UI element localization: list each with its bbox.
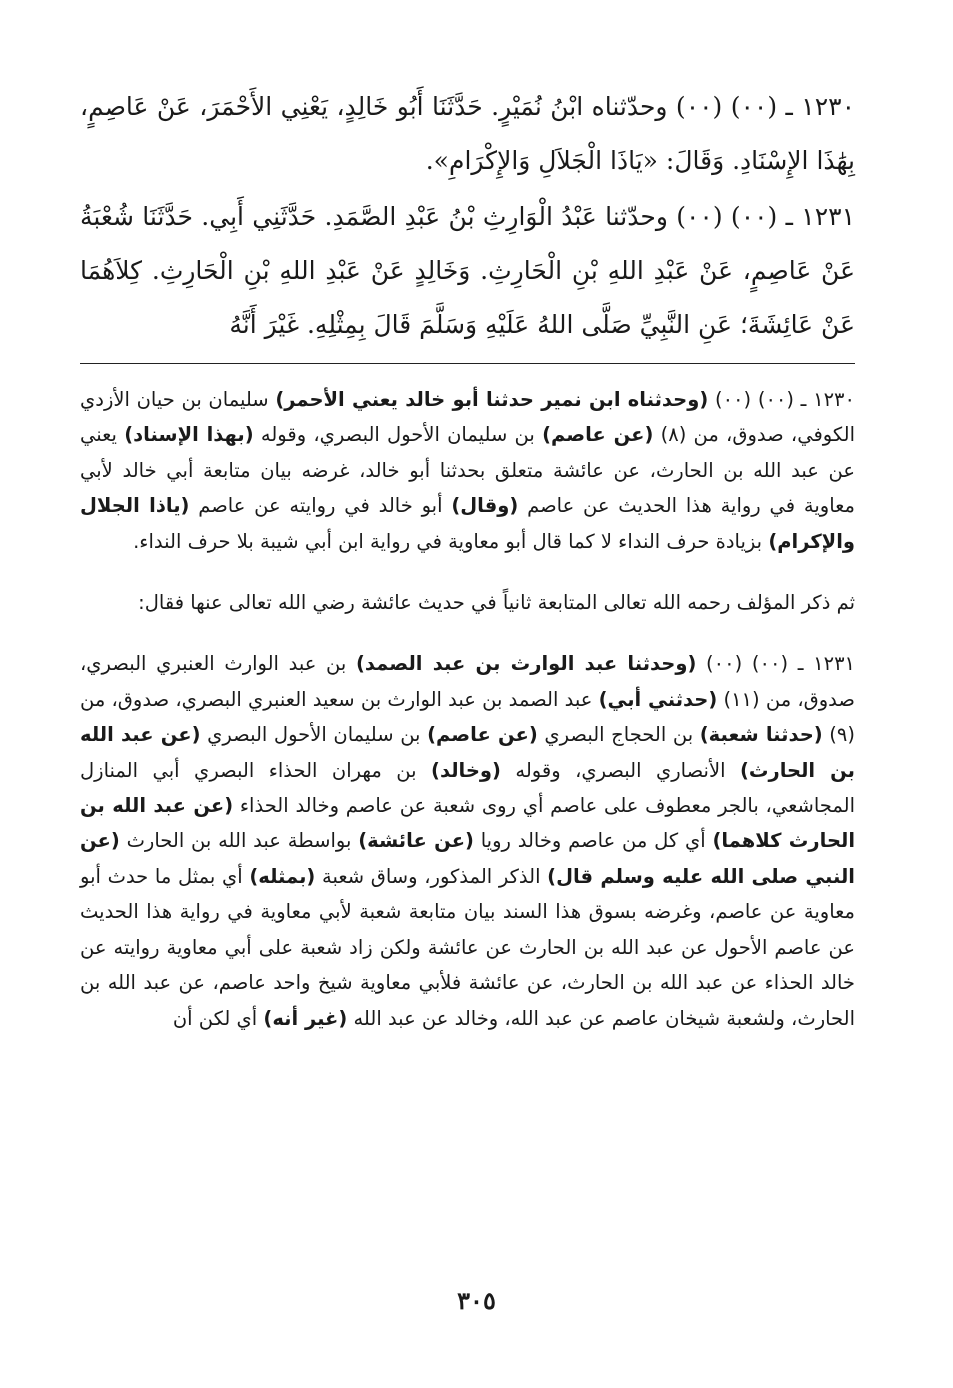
main-text-block	[80, 80, 855, 352]
bold-quoted-text: (غير أنه)	[263, 1006, 348, 1030]
commentary-paragraph-1230	[80, 382, 855, 559]
bold-quoted-text: (عن عاصم)	[542, 423, 654, 447]
commentary-text: أي لكن أن	[172, 1006, 264, 1030]
bold-quoted-text: (وقال)	[451, 494, 519, 518]
commentary-text: الأنصاري البصري، وقوله	[500, 758, 740, 782]
page-number: ٣٠٥	[457, 1286, 496, 1315]
bold-quoted-text: (عن النبي صلى الله عليه وسلم قال)	[80, 829, 855, 888]
bold-quoted-text: (حدثني أبي)	[598, 687, 718, 711]
commentary-text: عبد الصمد بن عبد الوارث بن سعيد العنبري البصري، صدوق، من (٩)	[80, 687, 855, 747]
hadith-1231: ١٢٣١ ـ (٠٠) (٠٠) وحدّثنا عَبْدُ الْوَارِثِ بْنُ عَبْدِ الصَّمَدِ. حَدَّثَنِي أَبِي. حَدَّثَنَا شُعْبَةُ عَنْ عَاصِمٍ، عَنْ عَبْدِ اللهِ بْنِ الْحَارِثِ. وَخَالِدٍ عَنْ عَبْدِ اللهِ بْنِ الْحَارِثِ. كِلاَهُمَا عَنْ عَائِشَةَ؛ عَنِ النَّبِيِّ صَلَّى اللهُ عَلَيْهِ وَسَلَّمَ قَالَ بِمِثْلِهِ. غَيْرَ أَنَّهُ	[80, 202, 855, 339]
bold-quoted-text: (عن عائشة)	[358, 829, 474, 853]
bold-quoted-text: (ياذا الجلال والإكرام)	[80, 494, 855, 553]
commentary-paragraph-1231	[80, 646, 855, 1035]
commentary-text: ثم ذكر المؤلف رحمه الله تعالى المتابعة ثانياً في حديث عائشة رضي الله تعالى عنها فقال:	[138, 591, 855, 615]
bold-quoted-text: (وحدثناه ابن نمير حدثنا أبو خالد يعني الأحمر)	[275, 388, 709, 411]
commentary-text: بواسطة عبد الله بن الحارث	[119, 829, 359, 853]
commentary-text: بن عبد الوارث العنبري البصري، صدوق، من (١١)	[80, 652, 855, 711]
bold-quoted-text: (وحدثنا عبد الوارث بن عبد الصمد)	[356, 652, 697, 676]
hadith-text	[80, 80, 855, 352]
commentary-text: الذكر المذكور، وساق شعبة	[315, 864, 548, 888]
commentary-text: ١٢٣٠ ـ (٠٠) (٠٠)	[708, 388, 855, 411]
bold-quoted-text: (بهذا الإسناد)	[124, 423, 254, 447]
bold-quoted-text: (عن عبد الله بن الحارث كلاهما)	[80, 794, 855, 853]
commentary-text: بن سليمان الأحول البصري، وقوله	[253, 423, 543, 447]
footnote-divider	[80, 363, 855, 364]
commentary-text: بن الحجاج البصري	[537, 723, 700, 747]
commentary-text: بزيادة حرف النداء لا كما قال أبو معاوية في رواية ابن أبي شيبة بلا حرف النداء.	[133, 529, 769, 553]
commentary-text: سليمان بن حيان الأزدي الكوفي، صدوق، من (٨)	[80, 388, 855, 447]
hadith-1230: ١٢٣٠ ـ (٠٠) (٠٠) وحدّثناه ابْنُ نُمَيْرٍ. حَدَّثَنَا أَبُو خَالِدٍ، يَعْنِي الأَحْمَرَ، عَنْ عَاصِمٍ، بِهَٰذَا الإِسْنَادِ. وَقَالَ: «يَاذَا الْجَلاَلِ وَالإِكْرَامِ».	[80, 92, 855, 175]
commentary-text: بن مهران الحذاء البصري أبي المنازل المجاشعي، بالجر معطوف على عاصم أي روى شعبة عن عاصم وخالد الحذاء	[80, 758, 855, 818]
bold-quoted-text: (وخالد)	[431, 758, 501, 782]
commentary-text: أبو خالد في روايته عن عاصم	[189, 494, 452, 518]
bold-quoted-text: (حدثنا شعبة)	[699, 723, 823, 747]
commentary-text: أي بمثل ما حدث أبو معاوية عن عاصم، وغرضه بسوق هذا السند بيان متابعة شعبة لأبي معاوية في رواية هذا الحديث عن عاصم الأحول عن عبد الله بن الحارث عن عائشة ولكن زاد شعبة على أبي معاوية روايته عن خالد الحذاء عن عبد الله بن الحارث، عن عائشة فلأبي معاوية شيخ واحد عاصم، عن عبد الله بن الحارث، ولشعبة شيخان عاصم عن عبد الله، وخالد عن عبد الله	[80, 864, 855, 1030]
commentary-text: أي كل من عاصم وخالد رويا	[473, 829, 713, 853]
commentary-text: بن سليمان الأحول البصري	[200, 723, 428, 747]
commentary-text: ١٢٣١ ـ (٠٠) (٠٠)	[696, 652, 856, 676]
bold-quoted-text: (عن عاصم)	[427, 723, 538, 747]
commentary-text: يعني عن عبد الله بن الحارث، عن عائشة متعلق بحدثنا أبو خالد، غرضه بيان متابعة أبي خالد لأبي معاوية في رواية هذا الحديث عن عاصم	[80, 423, 855, 518]
bold-quoted-text: (بمثله)	[249, 864, 316, 888]
commentary-transition	[80, 585, 855, 620]
commentary-block	[80, 382, 855, 1036]
bold-quoted-text: (عن عبد الله بن الحارث)	[80, 723, 856, 782]
